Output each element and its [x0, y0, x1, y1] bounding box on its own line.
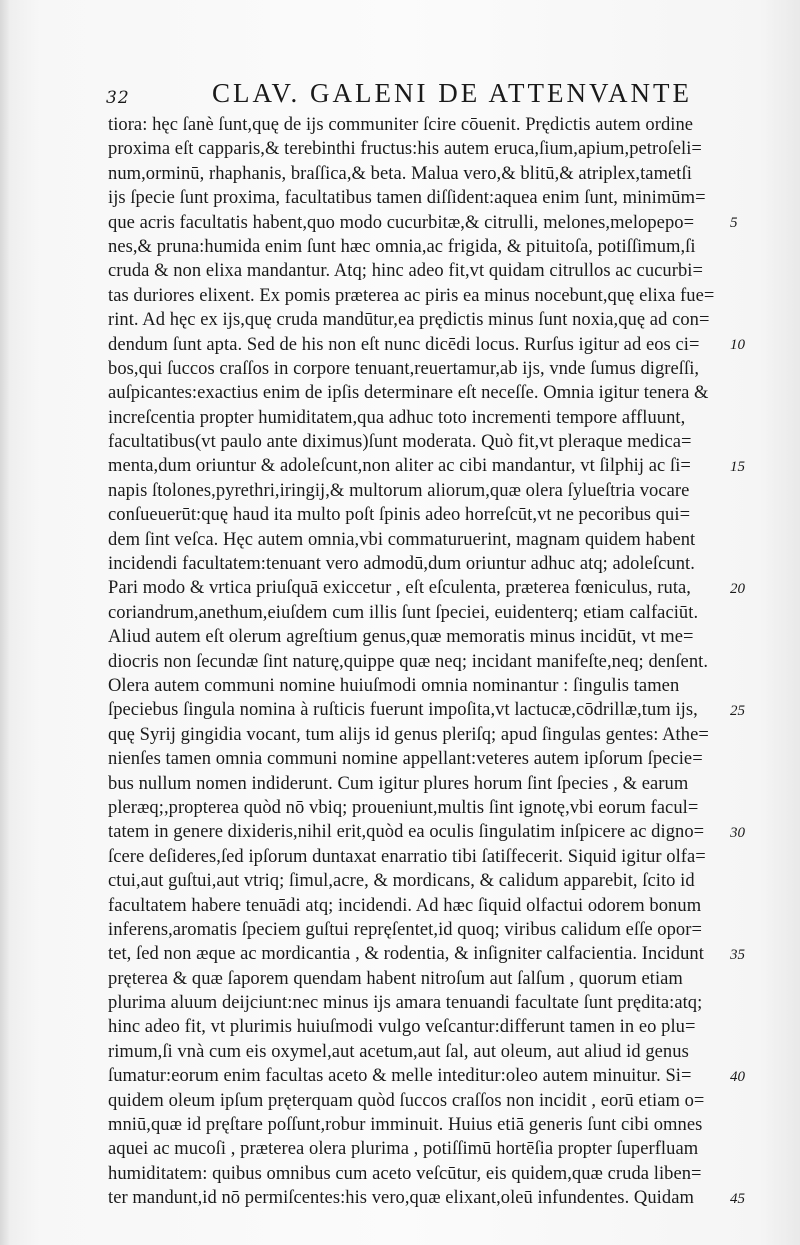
text-line: menta,dum oriuntur & adoleſcunt,non aliter ac cibi mandantur, vt ſilphij ac ſi=	[108, 455, 691, 477]
text-line: cruda & non elixa mandantur. Atq; hinc adeo fit,vt quidam citrullos ac cucurbi=	[108, 260, 703, 282]
text-line: pręterea & quæ ſaporem quendam habent nitroſum aut ſalſum , quorum etiam	[108, 967, 683, 989]
margin-line-number: 35	[730, 946, 745, 963]
text-line: facultatem habere tenuādi atq; incidendi. Ad hæc ſiquid olfactui odorem bonum	[108, 894, 702, 916]
text-line: tiora: hęc ſanè ſunt,quę de ijs communiter ſcire cōuenit. Prędictis autem ordine	[108, 114, 694, 135]
text-line: ctui,aut guſtui,aut vtriq; ſimul,acre, & mordicans, & calidum apparebit, ſcito id	[108, 870, 695, 892]
text-line: coriandrum,anethum,eiuſdem cum illis ſunt ſpeciei, euidenterq; etiam calfaciūt.	[108, 601, 699, 623]
margin-line-number: 10	[730, 336, 745, 353]
text-line: dem ſint veſca. Hęc autem omnia,vbi commaturuerint, magnam quidem habent	[108, 528, 696, 550]
page-number: 32	[106, 88, 130, 108]
text-line: increſcentia propter humiditatem,qua adhuc toto incrementi tempore affluunt,	[108, 406, 686, 428]
text-line: conſueuerūt:quę haud ita multo poſt ſpinis adeo horreſcūt,vt ne pecoribus qui=	[108, 504, 691, 526]
page-header	[100, 78, 740, 118]
text-line: tas duriores elixent. Ex pomis præterea ac piris ea minus nocebunt,quę elixa fue=	[108, 284, 715, 306]
margin-line-number: 5	[730, 214, 738, 231]
text-line: Pari modo & vrtica priuſquā exiccetur , eſt eſculenta, præterea fœniculus, ruta,	[108, 577, 691, 599]
text-line: inferens,aromatis ſpeciem guſtui repręſentet,id quoq; viribus calidum eſſe opor=	[108, 918, 702, 940]
margin-line-number: 15	[730, 458, 745, 475]
margin-line-number: 40	[730, 1068, 745, 1085]
text-line: humiditatem: quibus omnibus cum aceto veſcūtur, eis quidem,quæ cruda liben=	[108, 1162, 702, 1184]
margin-line-number: 30	[730, 824, 745, 841]
text-line: que acris facultatis habent,quo modo cucurbitæ,& citrulli, melones,melopepo=	[108, 211, 695, 233]
text-line: diocris non ſecundæ ſint naturę,quippe quæ neq; incidant manifeſte,neq; denſent.	[108, 650, 709, 672]
text-line: nienſes tamen omnia communi nomine appellant:veteres autem ipſorum ſpecie=	[108, 748, 703, 770]
text-line: aquei ac mucoſi , præterea olera plurima , potiſſimū hortēſia propter ſuperfluam	[108, 1138, 699, 1160]
text-line: ter mandunt,id nō permiſcentes:his vero,quæ elixant,oleū infundentes. Quidam	[108, 1187, 694, 1209]
body-text	[108, 113, 728, 1211]
text-line: nes,& pruna:humida enim ſunt hæc omnia,ac frigida, & pituitoſa, potiſſimum,ſi	[108, 235, 696, 257]
text-line: auſpicantes:exactius enim de ipſis determinare eſt neceſſe. Omnia igitur tenera &	[108, 382, 709, 404]
text-line: quidem oleum ipſum pręterquam quòd ſuccos craſſos non incidit , eorū etiam o=	[108, 1089, 705, 1111]
text-line: quę Syrij gingidia vocant, tum alijs id genus pleriſq; apud ſingulas gentes: Athe=	[108, 723, 709, 745]
text-line: proxima eſt capparis,& terebinthi fructus:his autem eruca,ſium,apium,petroſeli=	[108, 138, 702, 160]
text-line: tet, ſed non æque ac mordicantia , & rodentia, & inſigniter calfacientia. Incidunt	[108, 943, 704, 965]
text-line: incidendi facultatem:tenuant vero admodū,dum oriuntur adhuc atq; adoleſcunt.	[108, 553, 695, 575]
margin-line-number: 20	[730, 580, 745, 597]
running-head: CLAV. GALENI DE ATTENVANTE	[212, 78, 692, 108]
text-line: rimum,ſi vnà cum eis oxymel,aut acetum,aut ſal, aut oleum, aut aliud id genus	[108, 1040, 689, 1062]
text-line: hinc adeo fit, vt plurimis huiuſmodi vulgo veſcantur:differunt tamen in eo plu=	[108, 1016, 696, 1038]
text-line: facultatibus(vt paulo ante diximus)ſunt moderata. Quò fit,vt pleraque medica=	[108, 431, 692, 453]
text-line: ſcere deſideres,ſed ipſorum duntaxat enarratio tibi ſatiſfecerit. Siquid igitur olfa=	[108, 845, 706, 867]
text-line: napis ſtolones,pyrethri,iringij,& multorum aliorum,quæ olera ſylueſtria vocare	[108, 479, 690, 501]
text-line: rint. Ad hęc ex ijs,quę cruda mandūtur,ea prędictis minus ſunt noxia,quę ad con=	[108, 309, 710, 331]
text-line: Aliud autem eſt olerum agreſtium genus,quæ memoratis minus incidūt, vt me=	[108, 626, 694, 648]
text-line: bos,qui ſuccos craſſos in corpore tenuant,reuertamur,ab ijs, vnde ſumus digreſſi,	[108, 357, 700, 379]
text-line: pleræq;,propterea quòd nō vbiq; proueniunt,multis ſint ignotę,vbi eorum facul=	[108, 796, 699, 818]
text-line: mniū,quæ id pręſtare poſſunt,robur imminuit. Huius etiā generis ſunt cibi omnes	[108, 1114, 703, 1136]
text-line: Olera autem communi nomine huiuſmodi omnia nominantur : ſingulis tamen	[108, 674, 680, 696]
text-line: tatem in genere dixideris,nihil erit,quòd ea oculis ſingulatim inſpicere ac digno=	[108, 821, 705, 843]
page-edge-shadow	[0, 0, 10, 1245]
text-line: ſpeciebus ſingula nomina à ruſticis fuerunt impoſita,vt lactucæ,cōdrillæ,tum ijs,	[108, 699, 698, 721]
text-line: ſumatur:eorum enim facultas aceto & melle inteditur:oleo autem minuitur. Si=	[108, 1065, 692, 1087]
text-line: dendum ſunt apta. Sed de his non eſt nunc dicēdi locus. Rurſus igitur ad eos ci=	[108, 333, 700, 355]
margin-line-number: 45	[730, 1190, 745, 1207]
margin-line-number: 25	[730, 702, 745, 719]
text-line: bus nullum nomen indiderunt. Cum igitur plures horum ſint ſpecies , & earum	[108, 772, 689, 794]
text-line: plurima aluum deijciunt:nec minus ijs amara tenuandi facultate ſunt prędita:atq;	[108, 992, 703, 1014]
text-line: num,orminū, rhaphanis, braſſica,& beta. Malua vero,& blitū,& atriplex,tametſi	[108, 162, 692, 184]
text-line: ijs ſpecie ſunt proxima, facultatibus tamen diſſident:aquea enim ſunt, minimūm=	[108, 187, 706, 209]
